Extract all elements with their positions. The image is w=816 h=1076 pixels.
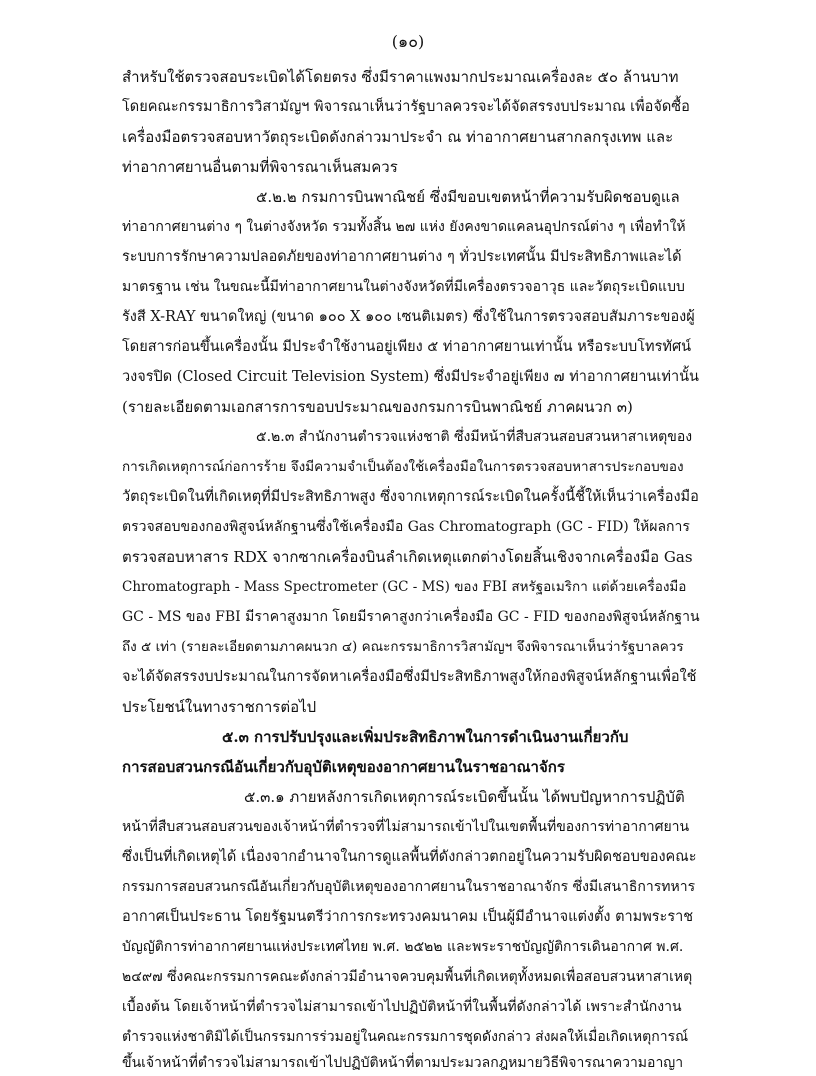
text-line: ๕.๓.๑ ภายหลังการเกิดเหตุการณ์ระเบิดขึ้นนั้น ได้พบปัญหาการปฏิบัติ [244, 788, 685, 806]
page-number: (๑๐) [391, 32, 425, 51]
text-line: วัตถุระเบิดในที่เกิดเหตุที่มีประสิทธิภาพสูง ซึ่งจากเหตุการณ์ระเบิดในครั้งนี้ชี้ให้เห็นว่าเครื่องมือ [122, 489, 699, 505]
text-line: อากาศเป็นประธาน โดยรัฐมนตรีว่าการกระทรวงคมนาคม เป็นผู้มีอำนาจแต่งตั้ง ตามพระราช [122, 909, 694, 925]
text-line: ๒๔๙๗ ซึ่งคณะกรรมการคณะดังกล่าวมีอำนาจควบคุมพื้นที่เกิดเหตุทั้งหมดเพื่อสอบสวนหาสาเหตุ [122, 969, 693, 985]
text-line: การเกิดเหตุการณ์ก่อการร้าย จึงมีความจำเป็นต้องใช้เครื่องมือในการตรวจสอบหาสารประกอบของ [122, 459, 684, 475]
text-line: ท่าอากาศยานต่าง ๆ ในต่างจังหวัด รวมทั้งสิ้น ๒๗ แห่ง ยังคงขาดแคลนอุปกรณ์ต่าง ๆ เพื่อทำให้ [122, 219, 686, 235]
text-line: โดยสารก่อนขึ้นเครื่องนั้น มีประจำใช้งานอยู่เพียง ๕ ท่าอากาศยานเท่านั้น หรือระบบโทรทัศน์ [122, 339, 692, 355]
text-line: ๕.๒.๒ กรมการบินพาณิชย์ ซึ่งมีขอบเขตหน้าที่ความรับผิดชอบดูแล [256, 188, 680, 206]
text-line: ตรวจสอบของกองพิสูจน์หลักฐานซึ่งใช้เครื่องมือ Gas Chromatograph (GC - FID) ให้ผลการ [122, 519, 690, 535]
text-line: รังสี X-RAY ขนาดใหญ่ (ขนาด ๑๐๐ X ๑๐๐ เซนติเมตร) ซึ่งใช้ในการตรวจสอบสัมภาระของผู้ [122, 309, 695, 325]
text-line: บัญญัติการท่าอากาศยานแห่งประเทศไทย พ.ศ. ๒๕๒๒ และพระราชบัญญัติการเดินอากาศ พ.ศ. [122, 939, 684, 955]
text-line: เบื้องต้น โดยเจ้าหน้าที่ตำรวจไม่สามารถเข้าไปปฏิบัติหน้าที่ในพื้นที่ดังกล่าวได้ เพราะสำนักงาน [122, 999, 682, 1015]
text-line: กรรมการสอบสวนกรณีอันเกี่ยวกับอุบัติเหตุของอากาศยานในราชอาณาจักร ซึ่งมีเสนาธิการทหาร [122, 879, 696, 895]
text-line: ท่าอากาศยานอื่นตามที่พิจารณาเห็นสมควร [122, 158, 398, 176]
text-line: วงจรปิด (Closed Circuit Television System) ซึ่งมีประจำอยู่เพียง ๗ ท่าอากาศยานเท่านั้น [122, 369, 699, 385]
text-line: ๕.๒.๓ สำนักงานตำรวจแห่งชาติ ซึ่งมีหน้าที่สืบสวนสอบสวนหาสาเหตุของ [256, 429, 693, 445]
text-line: โดยคณะกรรมาธิการวิสามัญฯ พิจารณาเห็นว่ารัฐบาลควรจะได้จัดสรรงบประมาณ เพื่อจัดซื้อ [122, 99, 690, 115]
text-line: มาตรฐาน เช่น ในขณะนี้มีท่าอากาศยานในต่างจังหวัดที่มีเครื่องตรวจอาวุธ และวัตถุระเบิดแบบ [122, 279, 685, 295]
text-line: ขึ้นเจ้าหน้าที่ตำรวจไม่สามารถเข้าไปปฏิบัติหน้าที่ตามประมวลกฎหมายวิธีพิจารณาความอาญา [122, 1055, 684, 1071]
text-line: จะได้จัดสรรงบประมาณในการจัดหาเครื่องมือซึ่งมีประสิทธิภาพสูงให้กองพิสูจน์หลักฐานเพื่อใช้ [122, 669, 697, 685]
section-heading: การสอบสวนกรณีอันเกี่ยวกับอุบัติเหตุของอากาศยานในราชอาณาจักร [122, 758, 565, 776]
text-line: ระบบการรักษาความปลอดภัยของท่าอากาศยานต่าง ๆ ทั่วประเทศนั้น มีประสิทธิภาพและได้ [122, 249, 682, 265]
text-line: ซึ่งเป็นที่เกิดเหตุได้ เนื่องจากอำนาจในการดูแลพื้นที่ดังกล่าวตกอยู่ในความรับผิดชอบของคณะ [122, 849, 697, 865]
text-line: สำหรับใช้ตรวจสอบระเบิดได้โดยตรง ซึ่งมีราคาแพงมากประมาณเครื่องละ ๕๐ ล้านบาท [122, 68, 679, 86]
text-line: เครื่องมือตรวจสอบหาวัตถุระเบิดดังกล่าวมาประจำ ณ ท่าอากาศยานสากลกรุงเทพ และ [122, 128, 674, 146]
text-line: Chromatograph - Mass Spectrometer (GC - MS) ของ FBI สหรัฐอเมริกา แต่ด้วยเครื่องมือ [122, 579, 687, 595]
text-line: (รายละเอียดตามเอกสารการขอบประมาณของกรมการบินพาณิชย์ ภาคผนวก ๓) [122, 398, 633, 416]
text-line: ตรวจสอบหาสาร RDX จากซากเครื่องบินลำเกิดเหตุแตกต่างโดยสิ้นเชิงจากเครื่องมือ Gas [122, 548, 693, 566]
text-line: ประโยชน์ในทางราชการต่อไป [122, 698, 317, 716]
text-line: ตำรวจแห่งชาติมิได้เป็นกรรมการร่วมอยู่ในคณะกรรมการชุดดังกล่าว ส่งผลให้เมื่อเกิดเหตุการณ์ [122, 1029, 689, 1045]
text-line: ถึง ๕ เท่า (รายละเอียดตามภาคผนวก ๔) คณะกรรมาธิการวิสามัญฯ จึงพิจารณาเห็นว่ารัฐบาลควร [122, 639, 684, 655]
text-line: หน้าที่สืบสวนสอบสวนของเจ้าหน้าที่ตำรวจที่ไม่สามารถเข้าไปในเขตพื้นที่ของการท่าอากาศยาน [122, 819, 690, 835]
text-line: GC - MS ของ FBI มีราคาสูงมาก โดยมีราคาสูงกว่าเครื่องมือ GC - FID ของกองพิสูจน์หลักฐาน [122, 609, 700, 625]
section-heading: ๕.๓ การปรับปรุงและเพิ่มประสิทธิภาพในการดำเนินงานเกี่ยวกับ [222, 728, 629, 746]
